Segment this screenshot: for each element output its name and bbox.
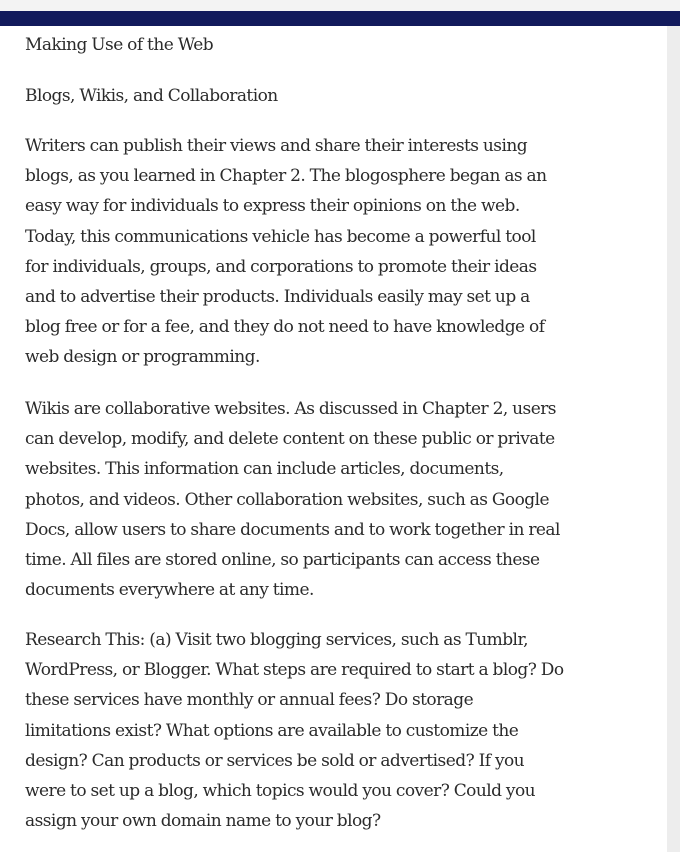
top-gap bbox=[0, 0, 680, 11]
subsection-title bbox=[25, 81, 278, 111]
reading-panel bbox=[0, 26, 667, 852]
paragraph-wikis bbox=[25, 394, 560, 605]
paragraph-line: Docs, allow users to share documents and to work together in real bbox=[25, 519, 560, 540]
header-bar bbox=[0, 11, 680, 26]
paragraph-line: photos, and videos. Other collaboration websites, such as Google bbox=[25, 489, 550, 510]
paragraph-line: blog free or for a fee, and they do not need to have knowledge of bbox=[25, 317, 545, 338]
paragraph-research bbox=[25, 625, 564, 836]
paragraph-line: documents everywhere at any time. bbox=[25, 580, 314, 601]
paragraph-line: for individuals, groups, and corporations to promote their ideas bbox=[25, 256, 537, 277]
paragraph-line: these services have monthly or annual fees? Do storage bbox=[25, 690, 474, 711]
paragraph-line: web design or programming. bbox=[25, 347, 260, 368]
paragraph-line: easy way for individuals to express their opinions on the web. bbox=[25, 196, 520, 217]
paragraph-line: design? Can products or services be sold or advertised? If you bbox=[25, 750, 525, 771]
paragraph-line: Today, this communications vehicle has become a powerful tool bbox=[25, 226, 536, 247]
subsection-title-text: Blogs, Wikis, and Collaboration bbox=[25, 86, 278, 106]
paragraph-line: assign your own domain name to your blog? bbox=[25, 811, 381, 832]
section-title-text: Making Use of the Web bbox=[25, 35, 214, 55]
scrollbar-track[interactable] bbox=[667, 26, 680, 852]
paragraph-line: time. All files are stored online, so participants can access these bbox=[25, 550, 540, 571]
paragraph-line: were to set up a blog, which topics would you cover? Could you bbox=[25, 781, 536, 802]
paragraph-line: Research This: (a) Visit two blogging services, such as Tumblr, bbox=[25, 630, 529, 650]
paragraph-line: and to advertise their products. Individuals easily may set up a bbox=[25, 287, 530, 308]
paragraph-line: websites. This information can include articles, documents, bbox=[25, 459, 504, 480]
paragraph-line: limitations exist? What options are available to customize the bbox=[25, 720, 519, 741]
paragraph-line: WordPress, or Blogger. What steps are required to start a blog? Do bbox=[25, 660, 564, 681]
paragraph-line: Writers can publish their views and share their interests using bbox=[25, 136, 528, 156]
paragraph-line: blogs, as you learned in Chapter 2. The blogosphere began as an bbox=[25, 166, 547, 187]
paragraph-line: Wikis are collaborative websites. As discussed in Chapter 2, users bbox=[25, 399, 556, 419]
section-title bbox=[25, 30, 213, 60]
paragraph-line: can develop, modify, and delete content on these public or private bbox=[25, 429, 555, 450]
paragraph-blogs bbox=[25, 131, 547, 373]
